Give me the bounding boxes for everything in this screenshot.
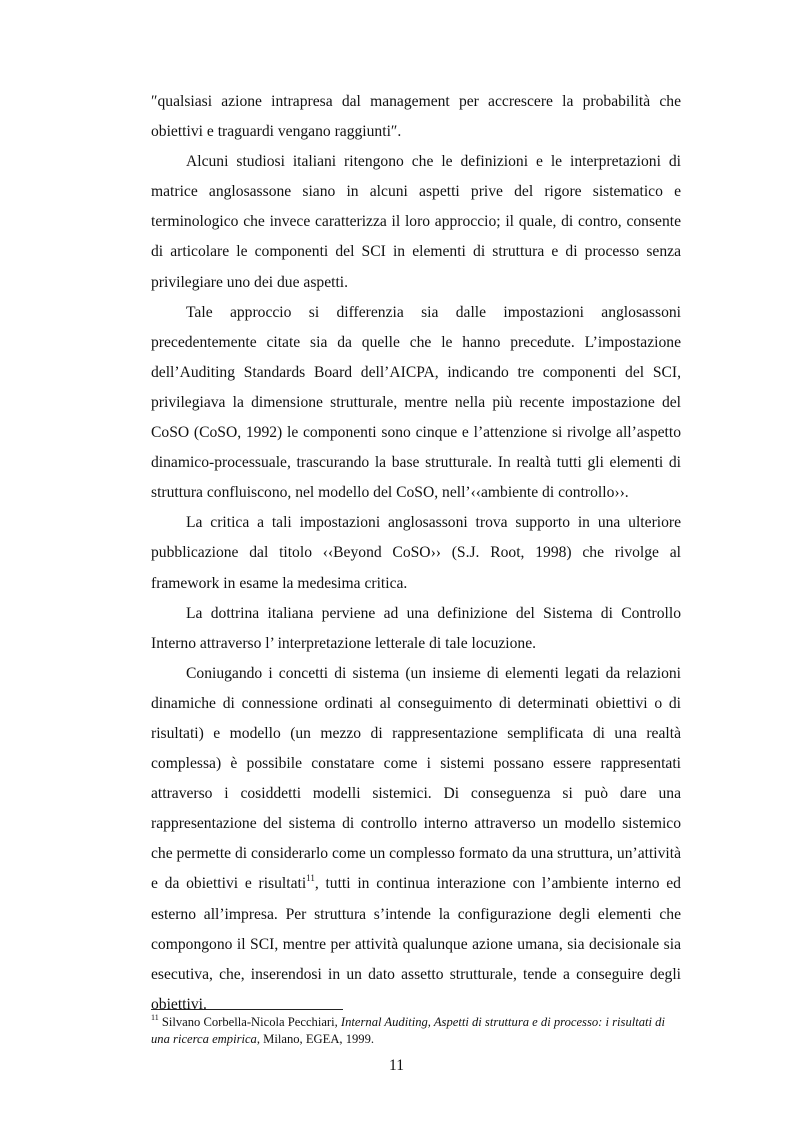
paragraph-4: La critica a tali impostazioni anglosassoni trova supporto in una ulteriore pubblicazione dal titolo ‹‹Beyond CoSO›› (S.J. Root, 1998) che rivolge al framework in esame la medesima critica. [151,514,681,592]
footnote [151,1014,681,1048]
footnote-number: 11 [151,1012,159,1022]
footnote-publication: , Milano, EGEA, 1999. [256,1032,375,1046]
document-body [151,87,681,1020]
footnote-divider [151,1009,343,1010]
paragraph-2: Alcuni studiosi italiani ritengono che le definizioni e le interpretazioni di matrice anglosassone siano in alcuni aspetti prive del rigore sistematico e terminologico che invece caratterizza il loro approccio; il quale, di contro, consente di articolare le componenti del SCI in elementi di struttura e di processo senza privilegiare uno dei due aspetti. [151,153,681,291]
paragraph-5: La dottrina italiana perviene ad una definizione del Sistema di Controllo Interno attraverso l’ interpretazione letterale di tale locuzione. [151,604,681,652]
paragraph-6 [151,659,681,1020]
footnote-title: Internal Auditing, Aspetti di struttura e di processo: i risultati di una ricerca empirica [151,1015,665,1046]
paragraph-1: ″qualsiasi azione intrapresa dal management per accrescere la probabilità che obiettivi e traguardi vengano raggiunti″. [151,93,681,141]
page-number: 11 [388,1057,404,1074]
footnote-reference: 11 [306,873,315,884]
footnote-authors: Silvano Corbella-Nicola Pecchiari, [158,1015,341,1029]
paragraph-3: Tale approccio si differenzia sia dalle impostazioni anglosassoni precedentemente citate sia da quelle che le hanno precedute. L’impostazione dell’Auditing Standards Board dell’AICPA, indicando tre componenti del SCI, privilegiava la dimensione strutturale, mentre nella più recente impostazione del CoSO (CoSO, 1992) le componenti sono cinque e l’attenzione si rivolge all’aspetto dinamico-processuale, trascurando la base strutturale. In realtà tutti gli elementi di struttura confluiscono, nel modello del CoSO, nell’‹‹ambiente di controllo››. [151,303,681,502]
paragraph-6-text-a: Coniugando i concetti di sistema (un insieme di elementi legati da relazioni dinamiche di connessione ordinati al conseguimento di determinati obiettivi o di risultati) e modello (un mezzo di rappresentazione semplificata di una realtà complessa) è possibile constatare come i sistemi possano essere rappresentati attraverso i cosiddetti modelli sistemici. Di conseguenza si può dare una rappresentazione del sistema di controllo interno attraverso un modello sistemico che permette di considerarlo come un complesso formato da una struttura, un’attività e da obiettivi e risultati [151,664,682,893]
paragraph-6-text-b: , tutti in continua interazione con l’ambiente interno ed esterno all’impresa. Per struttura s’intende la configurazione degli elementi che compongono il SCI, mentre per attività qualunque azione umana, sia decisionale sia esecutiva, che, inserendosi in un dato assetto strutturale, tende a conseguire degli obiettivi. [151,875,681,1013]
